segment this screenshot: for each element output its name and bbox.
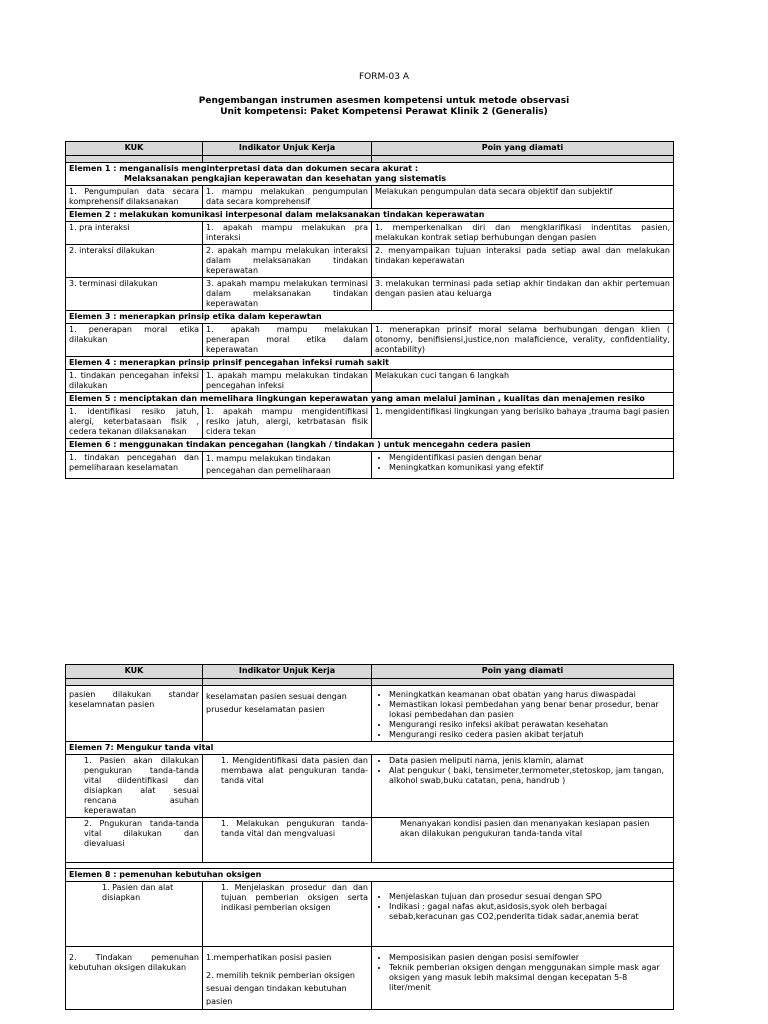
poin-cell: 1. mengidentifikasi lingkungan yang berisiko bahaya ,trauma bagi pasien bbox=[372, 406, 674, 439]
indikator-cell: 1. apakah mampu melakukan pra interaksi bbox=[203, 222, 372, 245]
indikator-line-1: 1.memperhatikan posisi pasien bbox=[206, 953, 332, 962]
element-row bbox=[66, 869, 674, 882]
table-row bbox=[66, 818, 674, 863]
poin-cell: 1. menerapkan prinsif moral selama berhubungan dengan klien ( otonomy, benifisiensi,justice,non malaficience, verality, confidentiality, acontability) bbox=[372, 324, 674, 357]
header-indikator: Indikator Unjuk Kerja bbox=[203, 665, 372, 679]
element-7-title: Elemen 7: Mengukur tanda vital bbox=[66, 742, 674, 755]
blank-row bbox=[66, 679, 674, 686]
indikator-cell: 1. Melakukan pengukuran tanda-tanda vital dan mengvaluasi bbox=[203, 818, 372, 863]
kuk-cell: 1. penerapan moral etika dilakukan bbox=[66, 324, 203, 357]
bullet-list bbox=[375, 453, 670, 473]
indikator-cell: 1. mampu melakukan pengumpulan data secara komprehensif bbox=[203, 186, 372, 209]
poin-cell: 2. menyampaikan tujuan interaksi pada setiap awal dan melakukan tindakan keperawatan bbox=[372, 245, 674, 278]
element-1-title: Elemen 1 : menganalisis menginterpretasi data dan dokumen secara akurat : bbox=[69, 164, 419, 173]
table-row bbox=[66, 452, 674, 479]
poin-cell: Melakukan cuci tangan 6 langkah bbox=[372, 370, 674, 393]
indikator-cell: 3. apakah mampu melakukan terminasi dalam melaksanakan tindakan keperawatan bbox=[203, 278, 372, 311]
assessment-table-2 bbox=[65, 664, 674, 1010]
indikator-cell: 1. apakah mampu mengidentifikasi resiko jatuh, alergi, ketrbatasan fisik cidera tekan bbox=[203, 406, 372, 439]
document-title bbox=[0, 96, 768, 118]
table-row bbox=[66, 686, 674, 742]
kuk-cell: 2. interaksi dilakukan bbox=[66, 245, 203, 278]
table-row bbox=[66, 370, 674, 393]
element-6-title: Elemen 6 : menggunakan tindakan pencegahan (langkah / tindakan ) untuk mencegahn cedera pasien bbox=[66, 439, 674, 452]
element-row bbox=[66, 742, 674, 755]
blank-row bbox=[66, 156, 674, 163]
header-poin: Poin yang diamati bbox=[372, 142, 674, 156]
title-line-1: Pengembangan instrumen asesmen kompetensi untuk metode observasi bbox=[198, 96, 570, 106]
element-row bbox=[66, 311, 674, 324]
kuk-cell: 2. Tindakan pemenuhan kebutuhan oksigen dilakukan bbox=[66, 947, 203, 1010]
poin-cell bbox=[372, 686, 674, 742]
assessment-table-1 bbox=[65, 141, 674, 479]
form-number: FORM-03 A bbox=[359, 72, 409, 82]
table-row bbox=[66, 947, 674, 1010]
element-row bbox=[66, 209, 674, 222]
table-row bbox=[66, 406, 674, 439]
indikator-cell: keselamatan pasien sesuai dengan prusedur keselamatan pasien bbox=[203, 686, 372, 742]
kuk-cell: 1. identifikasi resiko jatuh, alergi, keterbatasaan fisik , cedera tekanan dilaksanakan bbox=[66, 406, 203, 439]
kuk-cell: 1. Pasien akan dilakukan pengukuran tanda-tanda vital diidentifikasi dan disiapkan alat sesuai rencana asuhan keperawatan bbox=[66, 755, 203, 818]
element-2-title: Elemen 2 : melakukan komunikasi interpesonal dalam melaksanakan tindakan keperawatan bbox=[66, 209, 674, 222]
element-3-title: Elemen 3 : menerapkan prinsip etika dalam keperawtan bbox=[66, 311, 674, 324]
table-row bbox=[66, 278, 674, 311]
kuk-cell: pasien dilakukan standar keselamnatan pasien bbox=[66, 686, 203, 742]
indikator-cell: 1. Menjelaskan prosedur dan dan tujuan pemberian oksigen serta indikasi pemberian oksigen bbox=[203, 882, 372, 947]
list-item: • Data pasien meliputi nama, jenis klamin, alamat bbox=[389, 756, 670, 766]
header-kuk: KUK bbox=[66, 665, 203, 679]
list-item: • Teknik pemberian oksigen dengan menggunakan simple mask agar oksigen yang masuk lebih maksimal dengan kecepatan 5-8 liter/menit bbox=[389, 963, 670, 993]
kuk-cell: 1. pra interaksi bbox=[66, 222, 203, 245]
header-indikator: Indikator Unjuk Kerja bbox=[203, 142, 372, 156]
table-header-row bbox=[66, 665, 674, 679]
element-row bbox=[66, 163, 674, 186]
poin-cell: Menanyakan kondisi pasien dan menanyakan kesiapan pasien akan dilakukan pengukuran tanda-tanda vital bbox=[372, 818, 674, 863]
table-header-row bbox=[66, 142, 674, 156]
element-row bbox=[66, 393, 674, 406]
poin-cell: 1. memperkenalkan diri dan mengklarifikasi indentitas pasien, melakukan kontrak setiap berhubungan dengan pasien bbox=[372, 222, 674, 245]
indikator-cell: 1. apakah mampu melakukan penerapan moral etika dalam keperawatan bbox=[203, 324, 372, 357]
bullet-list bbox=[375, 756, 670, 786]
table-row bbox=[66, 882, 674, 947]
kuk-cell: 1. tindakan pencegahan dan pemeliharaan keselamatan bbox=[66, 452, 203, 479]
kuk-cell: 1. tindakan pencegahan infeksi dilakukan bbox=[66, 370, 203, 393]
kuk-cell: 1. Pengumpulan data secara komprehensif dilaksanakan bbox=[66, 186, 203, 209]
list-item: • Alat pengukur ( baki, tensimeter,termometer,stetoskop, jam tangan, alkohol swab,buku catatan, pena, handrub ) bbox=[389, 766, 670, 786]
poin-cell bbox=[372, 882, 674, 947]
header-poin: Poin yang diamati bbox=[372, 665, 674, 679]
list-item: • Memastikan lokasi pembedahan yang benar benar prosedur, benar lokasi pembedahan dan pasien bbox=[389, 700, 670, 720]
indikator-cell: 1. apakah mampu melakukan tindakan pencegahan infeksi bbox=[203, 370, 372, 393]
indikator-cell: 1. Mengidentifikasi data pasien dan membawa alat pengukuran tanda-tanda vital bbox=[203, 755, 372, 818]
element-row bbox=[66, 357, 674, 370]
indikator-cell: 1. mampu melakukan tindakan pencegahan dan pemeliharaan bbox=[203, 452, 372, 479]
indikator-line-2: 2. memilih teknik pemberian oksigen sesuai dengan tindakan kebutuhan pasien bbox=[206, 971, 355, 1006]
kuk-cell: 3. terminasi dilakukan bbox=[66, 278, 203, 311]
title-line-2: Unit kompetensi: Paket Kompetensi Perawat Klinik 2 (Generalis) bbox=[220, 107, 548, 117]
table-row bbox=[66, 755, 674, 818]
element-8-title: Elemen 8 : pemenuhan kebutuhan oksigen bbox=[66, 869, 674, 882]
table-row bbox=[66, 324, 674, 357]
element-1-subtitle: Melaksanakan pengkajian keperawatan dan kesehatan yang sistematis bbox=[124, 174, 446, 183]
list-item: • Mengidentifikasi pasien dengan benar bbox=[389, 453, 670, 463]
header-kuk: KUK bbox=[66, 142, 203, 156]
list-item: • Indikasi : gagal nafas akut,asidosis,syok oleh berbagai sebab,keracunan gas CO2,penderita tidak sadar,anemia berat bbox=[389, 902, 670, 922]
table-row bbox=[66, 186, 674, 209]
list-item: • Meningkatkan keamanan obat obatan yang harus diwaspadai bbox=[389, 690, 670, 700]
indikator-cell: 2. apakah mampu melakukan interaksi dalam melaksanakan tindakan keperawatan bbox=[203, 245, 372, 278]
kuk-cell: 2. Pngukuran tanda-tanda vital dilakukan dan dievaluasi bbox=[66, 818, 203, 863]
element-1-cell bbox=[66, 163, 674, 186]
list-item: • Memposisikan pasien dengan posisi semifowler bbox=[389, 953, 670, 963]
list-item: • Meningkatkan komunikasi yang efektif bbox=[389, 463, 670, 473]
table-row bbox=[66, 222, 674, 245]
list-item: • Mengurangi resiko infeksi akibat perawatan kesehatan bbox=[389, 720, 670, 730]
element-4-title: Elemen 4 : menerapkan prinsip prinsif pencegahan infeksi rumah sakit bbox=[66, 357, 674, 370]
kuk-cell: 1. Pasien dan alat disiapkan bbox=[66, 882, 203, 947]
poin-cell bbox=[372, 755, 674, 818]
bullet-list bbox=[375, 953, 670, 993]
poin-cell: Melakukan pengumpulan data secara objektif dan subjektif bbox=[372, 186, 674, 209]
poin-cell bbox=[372, 452, 674, 479]
element-row bbox=[66, 439, 674, 452]
list-item: • Mengurangi resiko cedera pasien akibat terjatuh bbox=[389, 730, 670, 740]
bullet-list bbox=[375, 892, 670, 922]
bullet-list bbox=[375, 690, 670, 740]
element-5-title: Elemen 5 : menciptakan dan memelihara lingkungan keperawatan yang aman melalui jaminan , kualitas dan menajemen resiko bbox=[66, 393, 674, 406]
indikator-cell bbox=[203, 947, 372, 1010]
table-row bbox=[66, 245, 674, 278]
poin-cell: 3. melakukan terminasi pada setiap akhir tindakan dan akhir pertemuan dengan pasien atau keluarga bbox=[372, 278, 674, 311]
list-item: • Menjelaskan tujuan dan prosedur sesuai dengan SPO bbox=[389, 892, 670, 902]
poin-cell bbox=[372, 947, 674, 1010]
